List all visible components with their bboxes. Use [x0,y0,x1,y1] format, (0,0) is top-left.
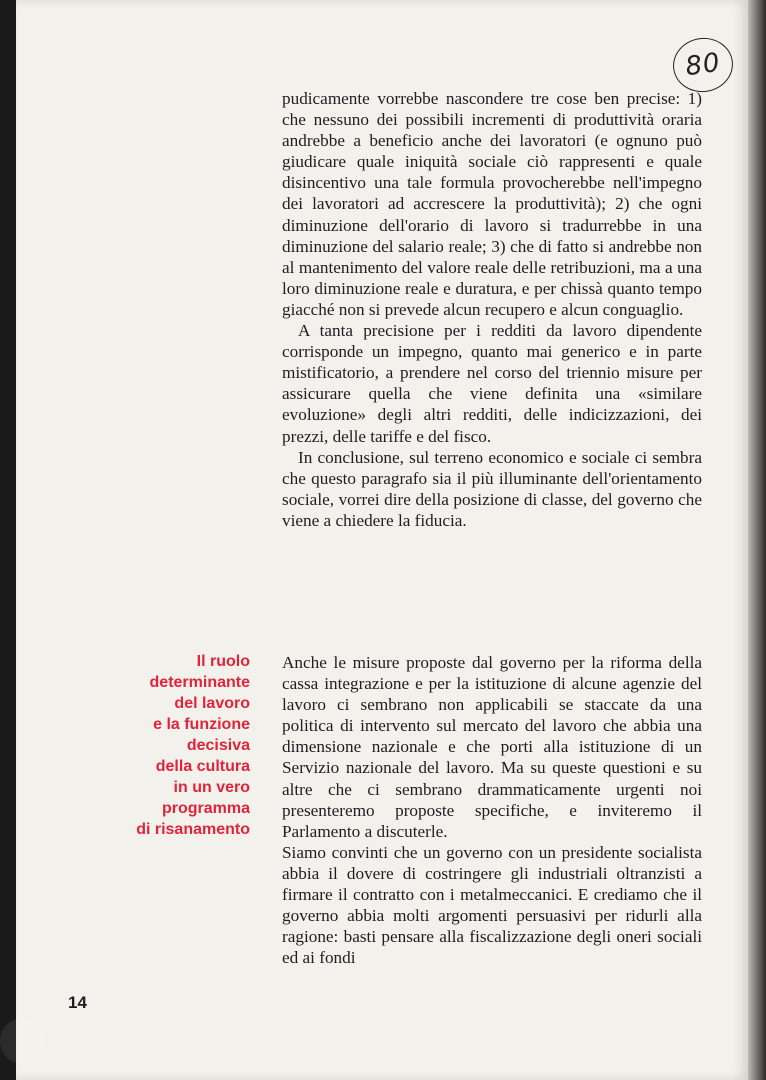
paragraph: A tanta precisione per i redditi da lavoro dipendente corrisponde un impegno, quanto mai generico e in parte mistificatorio, a prendere nel corso del triennio misure per assicurare quella che viene definita una «similare evoluzione» degli altri redditi, delle indicizzazioni, dei prezzi, delle tariffe e del fisco. [282,321,702,446]
page-edge-shadow [748,0,766,1080]
sidebar-line: determinante [149,674,250,691]
sidebar-line: di risanamento [136,821,250,838]
sidebar-line: Il ruolo [196,653,250,670]
sidebar-line: e la funzione [153,716,250,733]
bottom-text-column [282,652,702,968]
paragraph: Siamo convinti che un governo con un presidente socialista abbia il dovere di costringere gli industriali oltranzisti a firmare il contratto con i metalmeccanici. E crediamo che il governo abbia molti argomenti persuasivi per ridurli alla ragione: basti pensare alla fiscalizzazione degli oneri sociali ed ai fondi [282,842,702,968]
sidebar-line: del lavoro [174,695,250,712]
paragraph: In conclusione, sul terreno economico e sociale ci sembra che questo paragrafo sia il più illuminante dell'orientamento sociale, vorrei dire della posizione di classe, del governo che viene a chiedere la fiducia. [282,447,702,530]
sidebar-line: della cultura [155,758,250,775]
watermark-logo [0,1018,46,1064]
sidebar-line: in un vero [173,779,250,796]
section-heading-sidebar [90,651,250,840]
sidebar-line: programma [161,800,250,817]
sidebar-line: decisiva [186,737,250,754]
page-number: 14 [68,993,87,1012]
top-text-column [282,88,702,531]
paragraph: pudicamente vorrebbe nascondere tre cose ben precise: 1) che nessuno dei possibili incrementi di produttività oraria andrebbe a beneficio anche dei lavoratori (e ognuno può giudicare quale iniquità sociale ciò rappresenti e quale disincentivo una tale formula provocherebbe nell'impegno dei lavoratori ad accrescere la produttività); 2) che ogni diminuzione dell'orario di lavoro si tradurrebbe in una diminuzione del salario reale; 3) che di fatto si andrebbe non al mantenimento del valore reale delle retribuzioni, ma a una loro diminuzione reale e duratura, e per chissà quanto tempo giacché non si prevede alcun recupero e alcun conguaglio. [282,89,702,319]
paragraph: Anche le misure proposte dal governo per la riforma della cassa integrazione e per la istituzione di alcune agenzie del lavoro ci sembrano non applicabili se staccate da una politica di intervento sul mercato del lavoro che abbia una dimensione nazionale e che porti alla istituzione di un Servizio nazionale del lavoro. Ma su queste questioni e su altre che ci sembrano drammaticamente urgenti noi presenteremo proposte specifiche, e inviteremo il Parlamento a discuterle. [282,653,702,841]
stamp-text: 80 [683,47,723,83]
